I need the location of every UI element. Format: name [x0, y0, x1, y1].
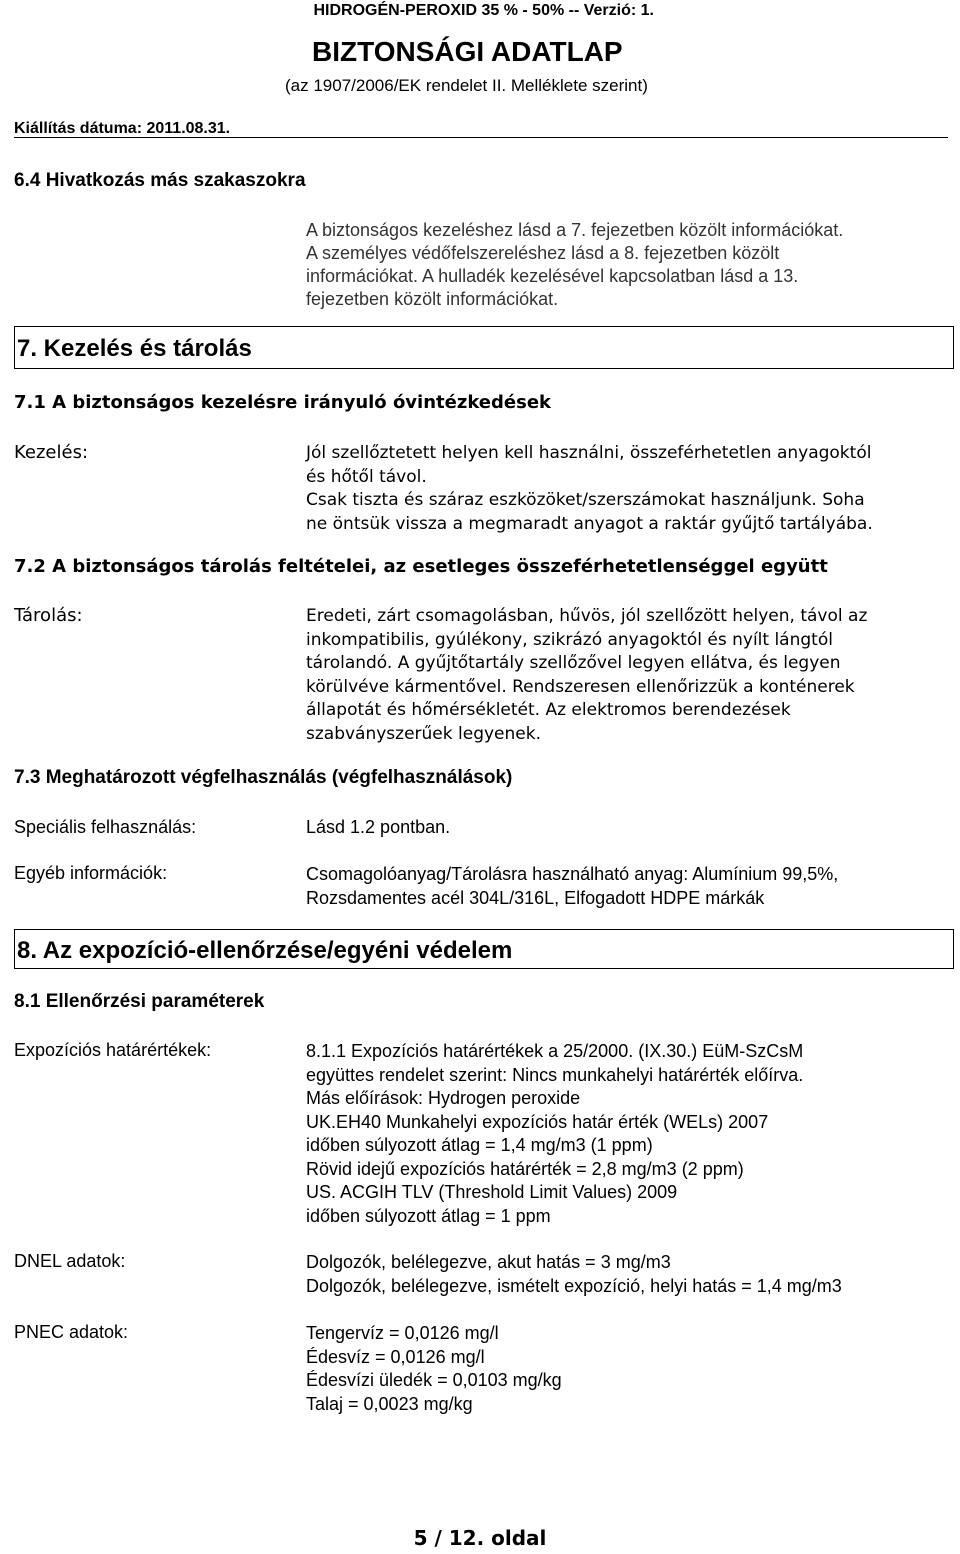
- section-7-heading: 7. Kezelés és tárolás: [17, 335, 252, 362]
- other-info-text: [306, 863, 946, 910]
- text-line: fejezetben közölt információkat.: [306, 289, 559, 309]
- storage-text: [306, 605, 946, 746]
- regulation-subtitle: (az 1907/2006/EK rendelet II. Melléklete szerint): [285, 76, 648, 95]
- product-version-header: HIDROGÉN-PEROXID 35 % - 50% -- Verzió: 1.: [313, 2, 654, 19]
- text-line: Édesvíz = 0,0126 mg/l: [306, 1346, 485, 1367]
- section-7-heading-box: [14, 326, 954, 369]
- section-8-heading: 8. Az expozíció-ellenőrzése/egyéni védelem: [17, 937, 513, 964]
- text-line: információkat. A hulladék kezelésével kapcsolatban lásd a 13.: [306, 266, 799, 286]
- text-line: 8.1.1 Expozíciós határértékek a 25/2000. (IX.30.) EüM-SzCsM: [306, 1041, 804, 1061]
- text-line: Más előírások: Hydrogen peroxide: [306, 1088, 581, 1108]
- text-line: Talaj = 0,0023 mg/kg: [306, 1393, 473, 1414]
- section-7-2-heading: 7.2 A biztonságos tárolás feltételei, az esetleges összeférhetetlenséggel együtt: [14, 556, 828, 577]
- exposure-limits-label: Expozíciós határértékek:: [14, 1040, 212, 1060]
- text-line: Édesvízi üledék = 0,0103 mg/kg: [306, 1370, 562, 1390]
- section-7-1-heading: 7.1 A biztonságos kezelésre irányuló óvintézkedések: [14, 392, 551, 413]
- other-info-label: Egyéb információk:: [14, 863, 168, 883]
- text-line: Csak tiszta és száraz eszközöket/szerszámokat használjunk. Soha: [306, 490, 865, 510]
- special-use-value: Lásd 1.2 pontban.: [306, 817, 451, 837]
- exposure-limits-text: [306, 1040, 946, 1228]
- special-use-label: Speciális felhasználás:: [14, 817, 197, 837]
- text-line: Rövid idejű expozíciós határérték = 2,8 mg/m3 (2 ppm): [306, 1158, 744, 1179]
- text-line: US. ACGIH TLV (Threshold Limit Values) 2009: [306, 1182, 678, 1202]
- section-7-3-heading: 7.3 Meghatározott végfelhasználás (végfelhasználások): [14, 767, 513, 788]
- section-8-heading-box: [14, 929, 954, 969]
- header-divider: [14, 137, 948, 138]
- dnel-text: [306, 1251, 946, 1298]
- text-line: Dolgozók, belélegezve, akut hatás = 3 mg/m3: [306, 1252, 671, 1272]
- text-line: A biztonságos kezeléshez lásd a 7. fejezetben közölt információkat.: [306, 220, 844, 240]
- section-6-4-heading: 6.4 Hivatkozás más szakaszokra: [14, 170, 306, 191]
- text-line: Dolgozók, belélegezve, ismételt expozíció, helyi hatás = 1,4 mg/m3: [306, 1275, 842, 1296]
- issue-date: Kiállítás dátuma: 2011.08.31.: [14, 120, 231, 137]
- pnec-label: PNEC adatok:: [14, 1322, 129, 1342]
- text-line: Csomagolóanyag/Tárolásra használható anyag: Alumínium 99,5%,: [306, 864, 839, 884]
- handling-label: Kezelés:: [14, 442, 89, 463]
- pnec-text: [306, 1322, 946, 1416]
- section-6-4-text: [306, 219, 946, 311]
- text-line: A személyes védőfelszereléshez lásd a 8. fejezetben közölt: [306, 243, 780, 263]
- text-line: ne öntsük vissza a megmaradt anyagot a raktár gyűjtő tartályába.: [306, 513, 873, 534]
- text-line: Rozsdamentes acél 304L/316L, Elfogadott HDPE márkák: [306, 887, 765, 908]
- text-line: állapotát és hőmérsékletét. Az elektromos berendezések: [306, 700, 791, 720]
- text-line: Tengervíz = 0,0126 mg/l: [306, 1323, 499, 1343]
- storage-label: Tárolás:: [14, 605, 83, 626]
- text-line: inkompatibilis, gyúlékony, szikrázó anyagoktól és nyílt lángtól: [306, 629, 833, 650]
- text-line: tárolandó. A gyűjtőtartály szellőzővel legyen ellátva, és legyen: [306, 653, 841, 673]
- document-title: BIZTONSÁGI ADATLAP: [312, 36, 623, 67]
- text-line: Eredeti, zárt csomagolásban, hűvös, jól szellőzött helyen, távol az: [306, 606, 868, 626]
- text-line: szabványszerűek legyenek.: [306, 723, 541, 744]
- text-line: és hőtől távol.: [306, 466, 427, 487]
- section-8-1-heading: 8.1 Ellenőrzési paraméterek: [14, 991, 265, 1012]
- page-number: 5 / 12. oldal: [413, 1526, 547, 1550]
- handling-text: [306, 442, 946, 536]
- text-line: Jól szellőztetett helyen kell használni, összeférhetetlen anyagoktól: [306, 443, 872, 463]
- text-line: időben súlyozott átlag = 1 ppm: [306, 1205, 551, 1226]
- text-line: UK.EH40 Munkahelyi expozíciós határ érték (WELs) 2007: [306, 1111, 769, 1132]
- text-line: időben súlyozott átlag = 1,4 mg/m3 (1 ppm): [306, 1135, 653, 1155]
- dnel-label: DNEL adatok:: [14, 1251, 126, 1271]
- text-line: körülvéve kármentővel. Rendszeresen ellenőrizzük a konténerek: [306, 676, 855, 697]
- text-line: együttes rendelet szerint: Nincs munkahelyi határérték előírva.: [306, 1064, 804, 1085]
